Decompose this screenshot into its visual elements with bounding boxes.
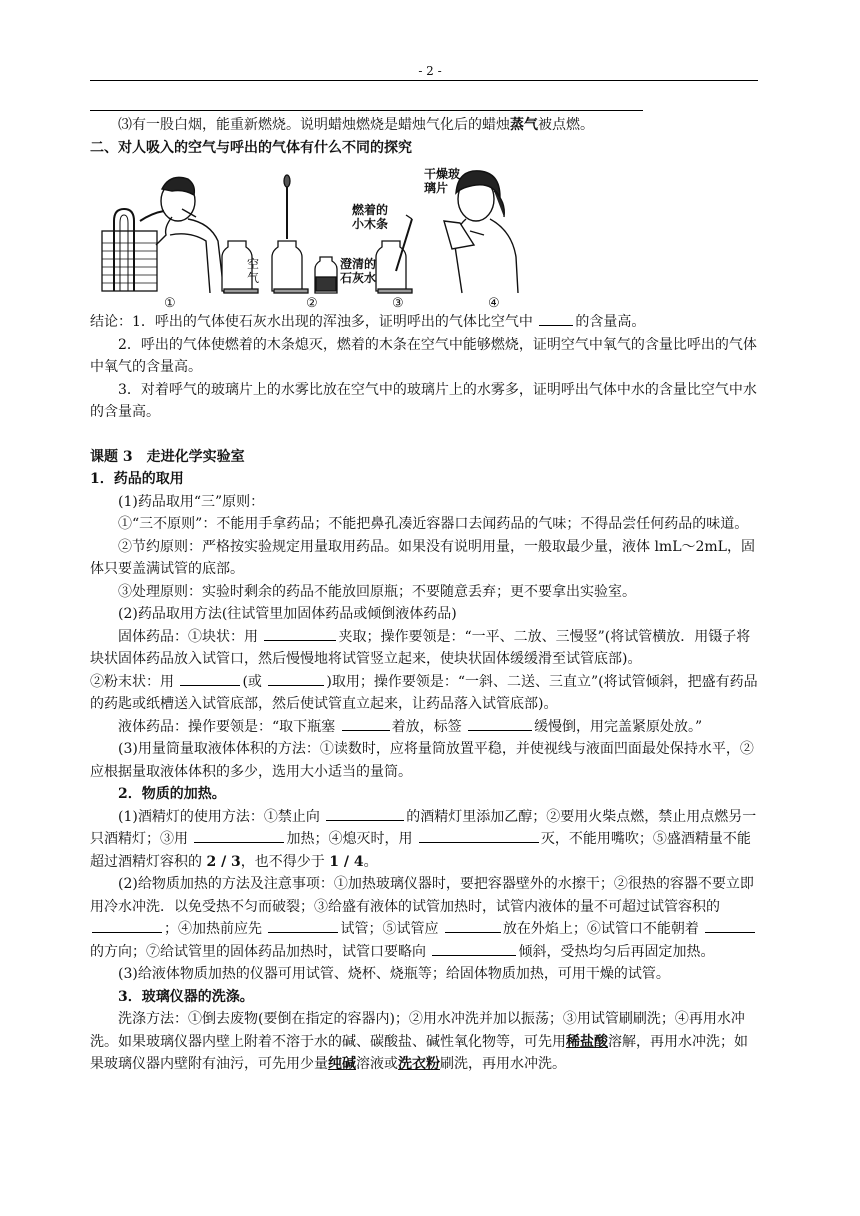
paragraph-solid-drug: 固体药品：①块状：用 夹取；操作要领是：“一平、二放、三慢竖”(将试管横放．用镊子将块状固体药品放入试管口，然后慢慢地将试管竖立起来，使块状固体缓缓滑至试管底部)。 [90, 626, 758, 671]
label-dry-glass: 干燥玻 璃片 [424, 167, 461, 195]
paragraph-heating-notes: (2)给物质加热的方法及注意事项：①加热玻璃仪器时，要把容器壁外的水擦干；②很热的容器不要立即用冷水冲洗．以免受热不匀而破裂；③给盛有液体的试管加热时，试管内液体的量不可超过试管容积的 ；④加热前应先 试管；⑤试管应 放在外焰上；⑥试管口不能朝着 的方向；⑦给试管里的固体药品加热时，试管口要略向 倾斜，受热均匀后再固定加热。 [90, 876, 754, 960]
answer-blank[interactable] [194, 828, 284, 843]
person-blowing [140, 177, 224, 293]
paragraph-liquid-drug: 液体药品：操作要领是：“取下瓶塞 着放，标签 缓慢倒，用完盖紧原处放。” [90, 716, 758, 739]
answer-blank[interactable] [92, 918, 162, 933]
limewater-jar [315, 257, 337, 293]
answer-blank[interactable] [705, 918, 755, 933]
answer-blank[interactable] [268, 671, 324, 686]
answer-blank[interactable] [342, 716, 390, 731]
answer-blank[interactable] [445, 918, 501, 933]
sub-rule [90, 110, 643, 111]
paragraph-alcohol-lamp: (1)酒精灯的使用方法：①禁止向 的酒精灯里添加乙醇；②要用火柴点燃，禁止用点燃另一只酒精灯；③用 加热；④熄灭时，用 灭，不能用嘴吹；⑤盛酒精量不能超过酒精灯容积的 2 / 3，也不得少于 1 / 4。 [90, 806, 758, 874]
experiment-illustration [100, 161, 530, 311]
paragraph-smoke: ⑶有一股白烟，能重新燃烧。说明蜡烛燃烧是蜡烛气化后的蜡烛蒸气被点燃。 [118, 117, 594, 133]
section-heading-2: 二、对人吸入的空气与呼出的气体有什么不同的探究 [90, 139, 412, 156]
header-rule [90, 80, 758, 81]
label-limewater: 澄清的 石灰水 [340, 257, 377, 285]
label-air: 空 气 [247, 257, 260, 285]
water-trough [102, 209, 157, 291]
figure-num-3: ③ [392, 296, 404, 311]
paragraph: (3)用量筒量取液体体积的方法：①读数时，应将量筒放置平稳，并使视线与液面凹面最处保持水平，②应根据量取液体体积的多少，选用大小适当的量筒。 [90, 741, 754, 780]
answer-blank[interactable] [419, 828, 539, 843]
paragraph-powder-drug: ②粉末状：用 (或 )取用；操作要领是：“一斜、二送、三直立”(将试管倾斜，把盛有药品的药匙或纸槽送入试管底部，然后使试管直立起来，让药品落入试管底部)。 [90, 671, 758, 716]
paragraph: (2)药品取用方法(往试管里加固体药品或倾倒液体药品) [118, 606, 457, 622]
answer-blank[interactable] [468, 716, 532, 731]
section-washing: 3．玻璃仪器的洗涤。 [118, 988, 254, 1005]
conclusion-1: 结论：1．呼出的气体使石灰水出现的浑浊多，证明呼出的气体比空气中 的含量高。 [90, 311, 758, 334]
figure-num-1: ① [164, 296, 176, 311]
figure-num-4: ④ [488, 296, 500, 311]
paragraph: (1)药品取用“三”原则： [118, 493, 265, 510]
answer-blank[interactable] [264, 626, 336, 641]
answer-blank[interactable] [326, 806, 404, 821]
paragraph: (3)给液体物质加热的仪器可用试管、烧杯、烧瓶等；给固体物质加热，可用干燥的试管。 [118, 966, 670, 982]
figure-num-2: ② [306, 296, 318, 311]
answer-blank[interactable] [180, 671, 240, 686]
section-drug-use: 1．药品的取用 [90, 471, 184, 487]
lesson-title: 课题 3 走进化学实验室 [90, 448, 245, 465]
conclusion-3: 3．对着呼气的玻璃片上的水雾比放在空气中的玻璃片上的水雾多，证明呼出气体中水的含量比空气中水的含量高。 [90, 381, 757, 420]
figure-numbers [164, 296, 500, 311]
experiment-drawing [100, 161, 530, 311]
paragraph: ③处理原则：实验时剩余的药品不能放回原瓶；不要随意丢弃；更不要拿出实验室。 [118, 583, 636, 600]
label-burning-stick: 燃着的 小木条 [352, 203, 389, 231]
dropper-jar [272, 175, 308, 293]
answer-blank[interactable] [432, 941, 516, 956]
conclusion-2: 2．呼出的气体使燃着的木条熄灭，燃着的木条在空气中能够燃烧，证明空气中氧气的含量比呼出的气体中氧气的含量高。 [90, 336, 757, 375]
page-content [90, 114, 758, 1076]
answer-blank[interactable] [268, 918, 338, 933]
page-number: - 2 - [418, 64, 442, 78]
paragraph-washing: 洗涤方法：①倒去废物(要倒在指定的容器内)；②用水冲洗并加以振荡；③用试管刷刷洗；④再用水冲洗。如果玻璃仪器内壁上附着不溶于水的碱、碳酸盐、碱性氧化物等，可先用稀盐酸溶解，再用水冲洗；如果玻璃仪器内壁附有油污，可先用少量纯碱溶液或洗衣粉刷洗，再用水冲洗。 [90, 1011, 748, 1072]
answer-blank[interactable] [539, 311, 573, 326]
paragraph: ①“三不原则”：不能用手拿药品；不能把鼻孔凑近容器口去闻药品的气味；不得品尝任何药品的味道。 [118, 516, 749, 532]
paragraph: ②节约原则：严格按实验规定用量取用药品。如果没有说明用量，一般取最少量，液体 lmL～2mL，固体只要盖满试管的底部。 [90, 538, 755, 577]
section-heating: 2．物质的加热。 [118, 786, 226, 802]
